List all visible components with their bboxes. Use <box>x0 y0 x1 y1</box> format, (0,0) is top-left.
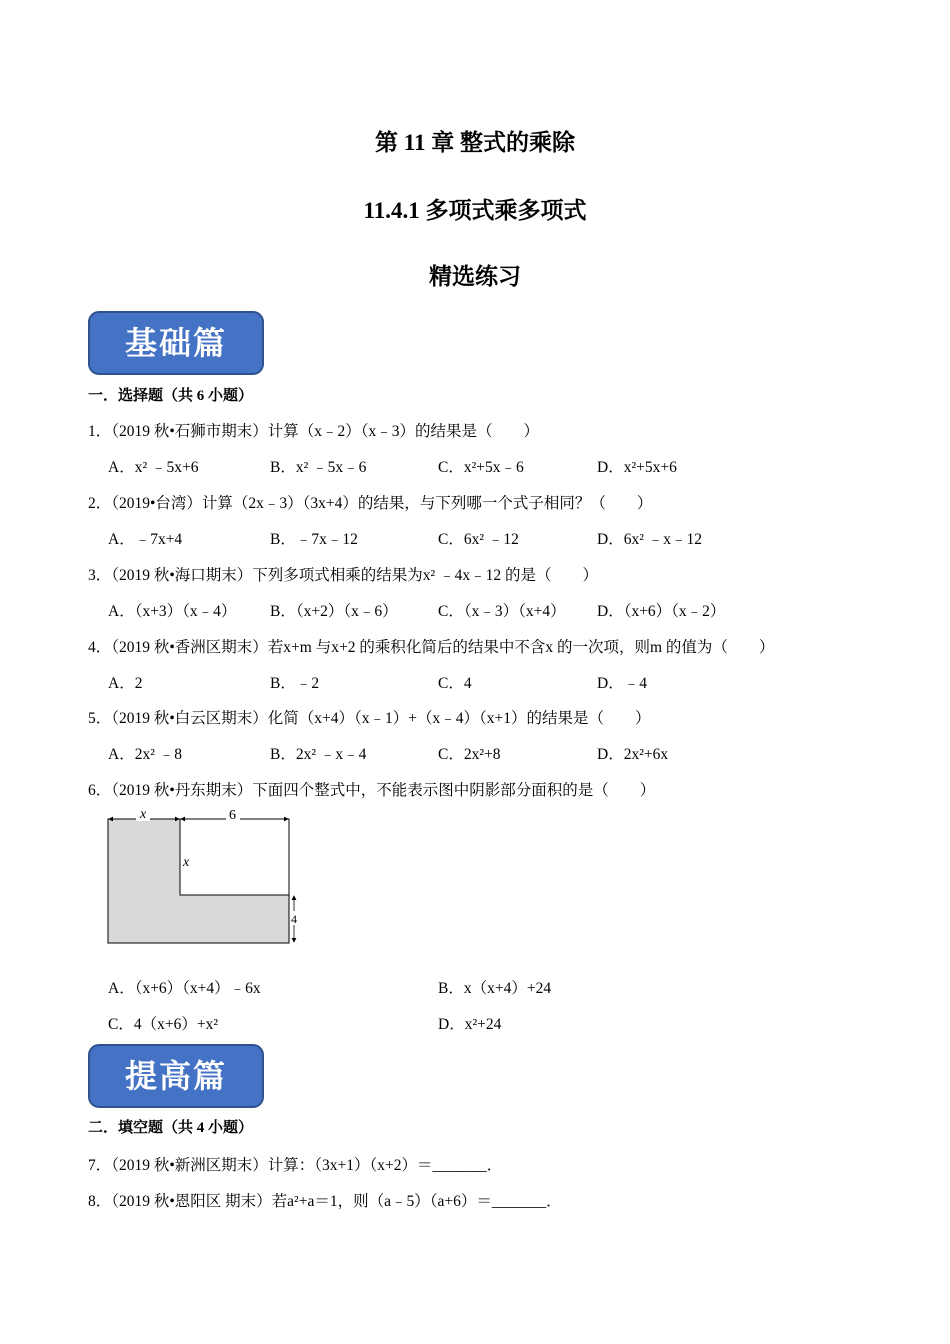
q6-figure <box>100 805 310 950</box>
question-7: 7．（2019 秋•新洲区期末）计算：（3x+1）（x+2）＝_______． <box>88 1157 503 1174</box>
question-6: 6．（2019 秋•丹东期末）下面四个整式中，不能表示图中阴影部分面积的是（ ） <box>88 782 656 799</box>
question-3: 3．（2019 秋•海口期末）下列多项式相乘的结果为x² ﹣4x﹣12 的是（ ） <box>88 567 598 584</box>
chapter-title: 第 11 章 整式的乘除 <box>375 130 575 155</box>
label-x-side: x <box>183 855 190 870</box>
q6-option-d: D．x²+24 <box>438 1016 502 1033</box>
q3-option-a: A．（x+3）（x﹣4） <box>108 603 237 620</box>
question-2: 2．（2019•台湾）计算（2x﹣3）（3x+4）的结果，与下列哪一个式子相同？（ ） <box>88 495 653 512</box>
q2-option-c: C．6x² ﹣12 <box>438 531 519 548</box>
q4-option-c: C．4 <box>438 675 472 692</box>
q2-option-a: A．﹣7x+4 <box>108 531 183 548</box>
q5-option-c: C．2x²+8 <box>438 746 501 763</box>
q4-option-b: B．﹣2 <box>270 675 320 692</box>
q2-option-d: D．6x² ﹣x﹣12 <box>597 531 702 548</box>
part2-heading: 二．填空题（共 4 小题） <box>88 1120 254 1136</box>
q1-option-b: B．x² ﹣5x﹣6 <box>270 459 367 476</box>
label-4: 4 <box>291 912 297 926</box>
q1-option-c: C．x²+5x﹣6 <box>438 459 524 476</box>
q5-option-a: A．2x² ﹣8 <box>108 746 182 763</box>
q6-option-b: B．x（x+4）+24 <box>438 980 552 997</box>
question-5: 5．（2019 秋•白云区期末）化简（x+4）（x﹣1）+（x﹣4）（x+1）的结果是（ ） <box>88 710 651 727</box>
banner-advanced: 提高篇 <box>88 1044 264 1108</box>
q4-option-a: A．2 <box>108 675 143 692</box>
section-title: 11.4.1 多项式乘多项式 <box>363 198 587 223</box>
banner-basic: 基础篇 <box>88 311 264 375</box>
part1-heading: 一．选择题（共 6 小题） <box>88 388 254 404</box>
q6-option-a: A．（x+6）（x+4）﹣6x <box>108 980 261 997</box>
q3-option-d: D．（x+6）（x﹣2） <box>597 603 726 620</box>
q4-option-d: D．﹣4 <box>597 675 647 692</box>
question-4: 4．（2019 秋•香洲区期末）若x+m 与x+2 的乘积化简后的结果中不含x 的一次项，则m 的值为（ ） <box>88 639 775 656</box>
q1-option-a: A．x² ﹣5x+6 <box>108 459 199 476</box>
q2-option-b: B．﹣7x﹣12 <box>270 531 358 548</box>
white-rectangle <box>180 819 289 895</box>
question-8: 8．（2019 秋•恩阳区 期末）若a²+a＝1，则（a﹣5）（a+6）＝_______． <box>88 1193 562 1210</box>
q6-option-c: C．4（x+6）+x² <box>108 1016 218 1033</box>
q1-option-d: D．x²+5x+6 <box>597 459 677 476</box>
q3-option-b: B．（x+2）（x﹣6） <box>270 603 398 620</box>
q5-option-b: B．2x² ﹣x﹣4 <box>270 746 367 763</box>
question-1: 1．（2019 秋•石狮市期末）计算（x﹣2）（x﹣3）的结果是（ ） <box>88 423 540 440</box>
label-x-top: x <box>140 807 147 822</box>
q3-option-c: C．（x﹣3）（x+4） <box>438 603 566 620</box>
page-subtitle: 精选练习 <box>429 264 521 289</box>
label-6: 6 <box>229 808 236 823</box>
q5-option-d: D．2x²+6x <box>597 746 669 763</box>
